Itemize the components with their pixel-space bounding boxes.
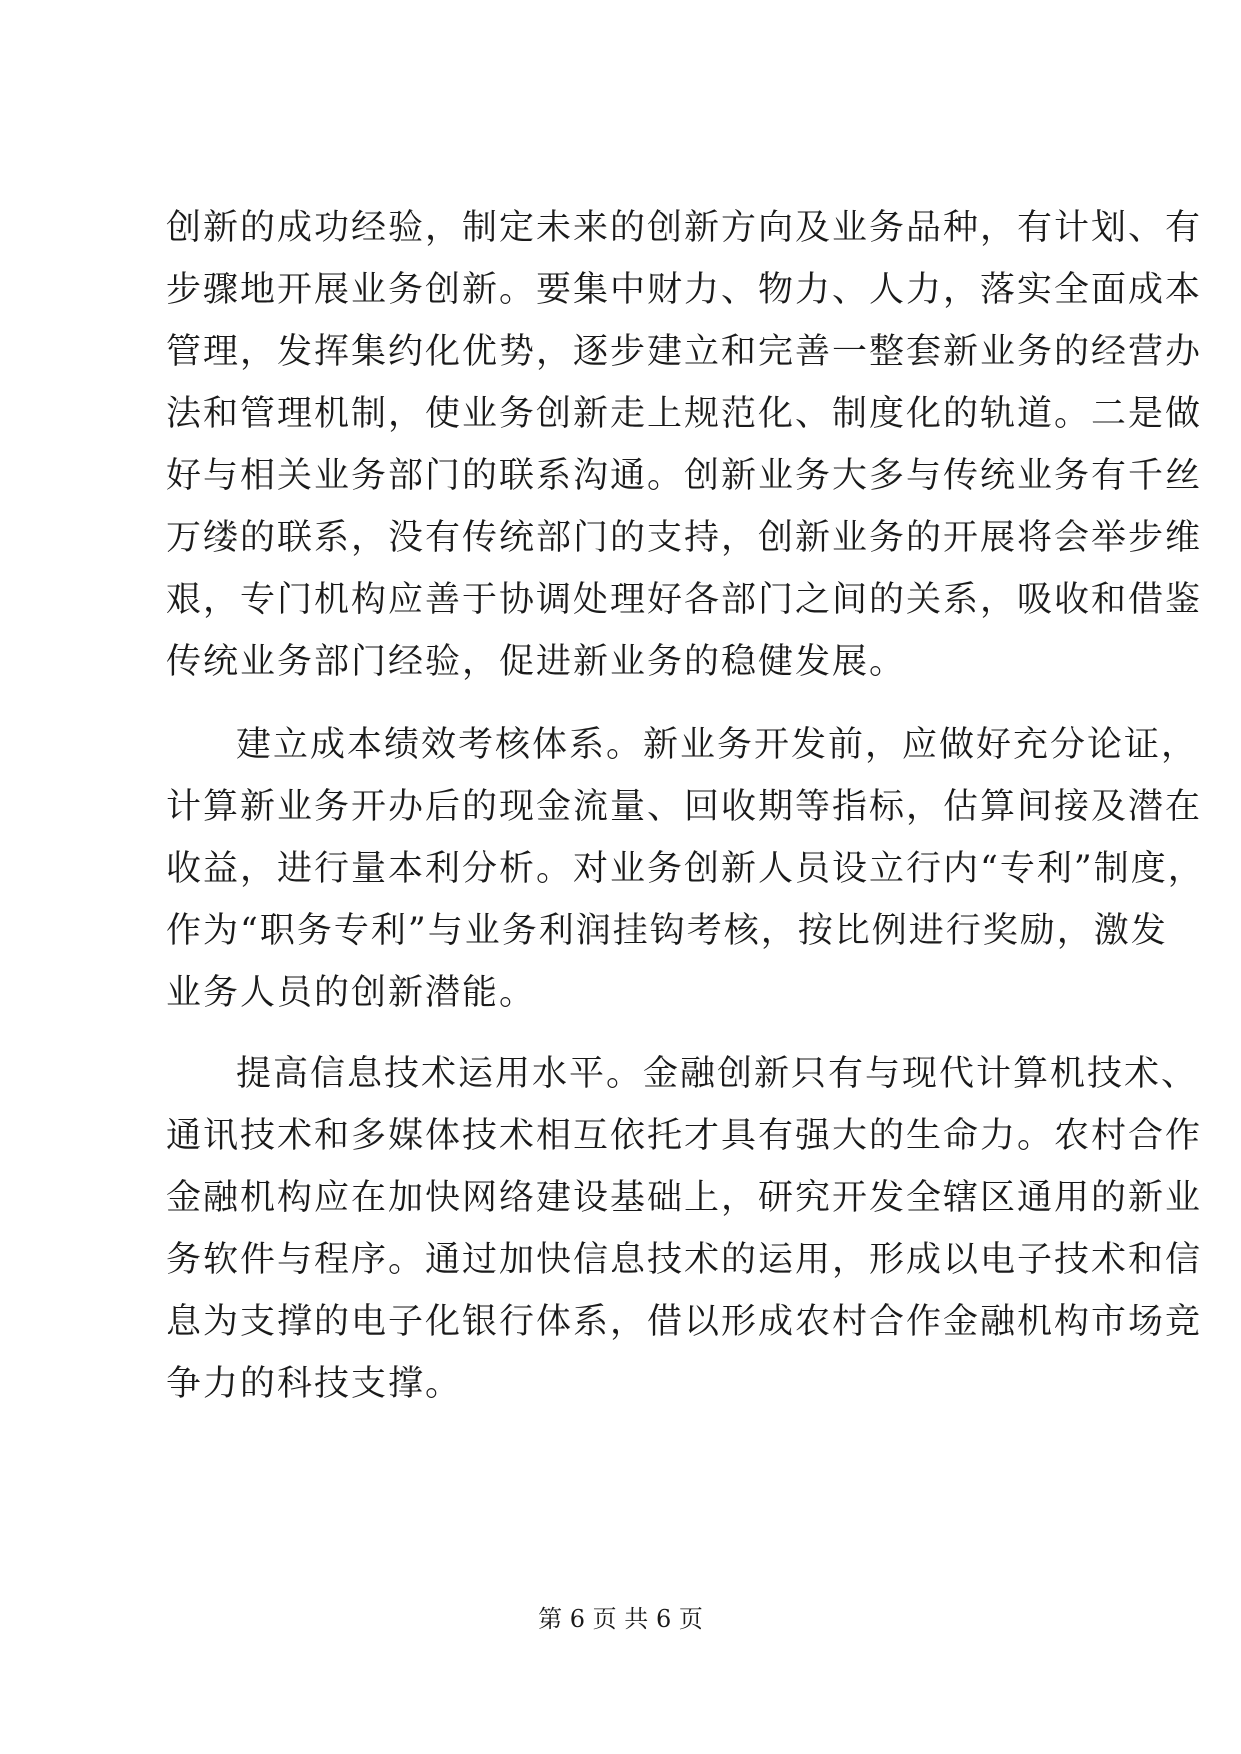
- paragraph-line: 好与相关业务部门的联系沟通。创新业务大多与传统业务有千丝: [166, 456, 1203, 496]
- paragraph-line: 业务人员的创新潜能。: [166, 973, 537, 1013]
- paragraph-line: 建立成本绩效考核体系。新业务开发前，应做好充分论证，: [236, 725, 1199, 765]
- paragraph-line: 息为支撑的电子化银行体系，借以形成农村合作金融机构市场竞: [166, 1302, 1203, 1342]
- paragraph-line: 争力的科技支撑。: [166, 1364, 463, 1404]
- paragraph-line: 提高信息技术运用水平。金融创新只有与现代计算机技术、: [236, 1054, 1199, 1094]
- paragraph-line: 作为“职务专利”与业务利润挂钩考核，按比例进行奖励，激发: [166, 911, 1168, 951]
- page-footer: 第 6 页 共 6 页: [538, 1605, 703, 1633]
- paragraph-line: 步骤地开展业务创新。要集中财力、物力、人力，落实全面成本: [166, 270, 1203, 310]
- paragraph-line: 通讯技术和多媒体技术相互依托才具有强大的生命力。农村合作: [166, 1116, 1203, 1156]
- paragraph-line: 艰，专门机构应善于协调处理好各部门之间的关系，吸收和借鉴: [166, 580, 1203, 620]
- paragraph-line: 管理，发挥集约化优势，逐步建立和完善一整套新业务的经营办: [166, 332, 1203, 372]
- paragraph-line: 收益，进行量本利分析。对业务创新人员设立行内“专利”制度，: [166, 849, 1205, 889]
- paragraph-line: 计算新业务开办后的现金流量、回收期等指标，估算间接及潜在: [166, 787, 1203, 827]
- paragraph-line: 务软件与程序。通过加快信息技术的运用，形成以电子技术和信: [166, 1240, 1203, 1280]
- paragraph-line: 万缕的联系，没有传统部门的支持，创新业务的开展将会举步维: [166, 518, 1203, 558]
- paragraph-line: 金融机构应在加快网络建设基础上，研究开发全辖区通用的新业: [166, 1178, 1203, 1218]
- paragraph-line: 创新的成功经验，制定未来的创新方向及业务品种，有计划、有: [166, 208, 1203, 248]
- paragraph-line: 传统业务部门经验，促进新业务的稳健发展。: [166, 642, 907, 682]
- paragraph-line: 法和管理机制，使业务创新走上规范化、制度化的轨道。二是做: [166, 394, 1203, 434]
